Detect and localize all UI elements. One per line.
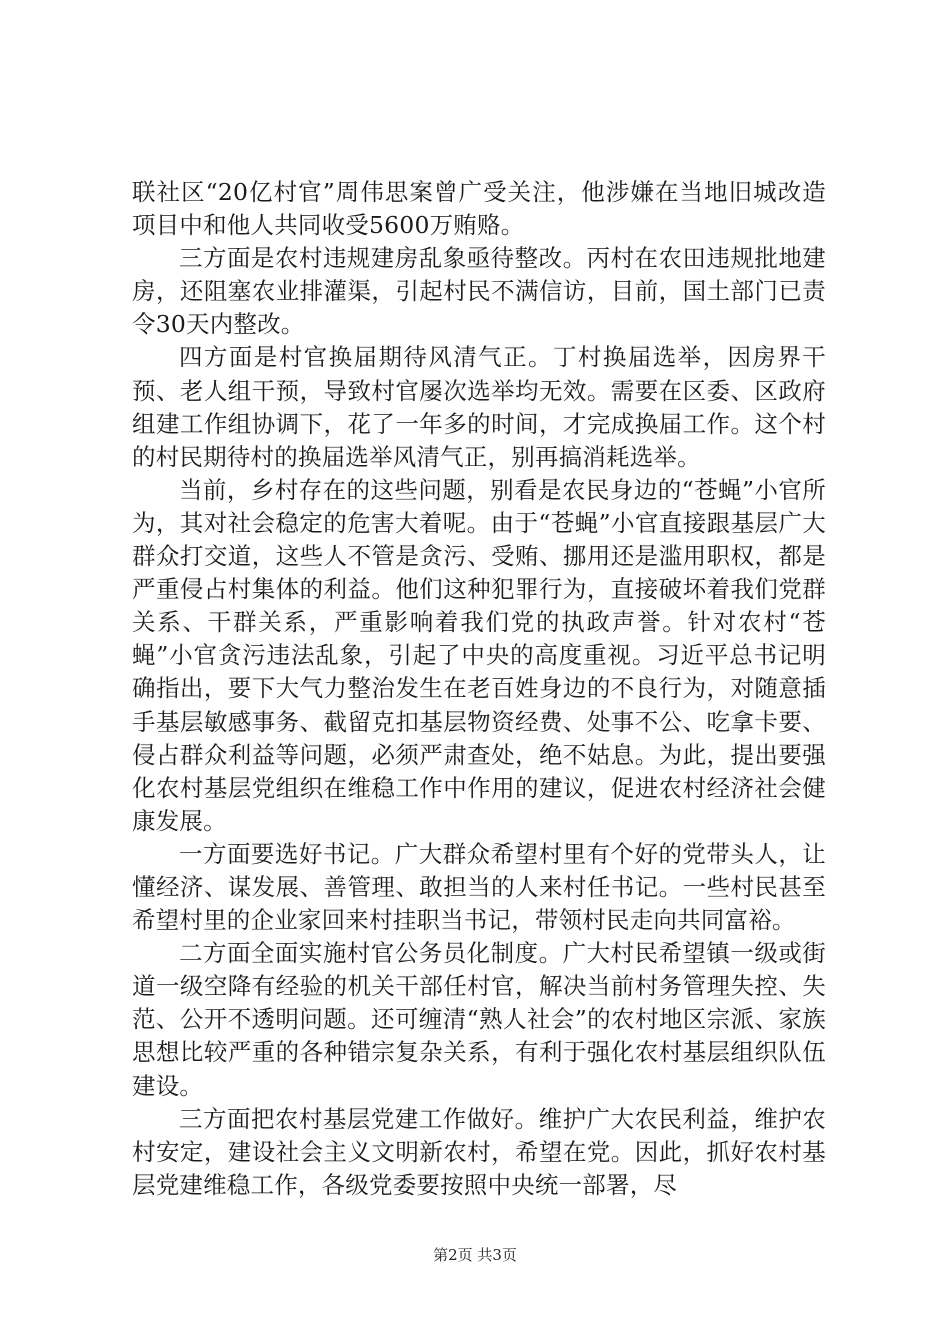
- page-footer: 第2页 共3页: [433, 1246, 517, 1264]
- paragraph: 三方面把农村基层党建工作做好。维护广大农民利益，维护农村安定，建设社会主义文明新农村，希望在党。因此，抓好农村基层党建维稳工作，各级党委要按照中央统一部署，尽: [132, 1104, 826, 1199]
- paragraph-continued: 联社区“20亿村官”周伟思案曾广受关注，他涉嫌在当地旧城改造项目中和他人共同收受5600万贿赂。: [132, 178, 826, 240]
- paragraph: 一方面要选好书记。广大群众希望村里有个好的党带头人，让懂经济、谋发展、善管理、敢担当的人来村任书记。一些村民甚至希望村里的企业家回来村挂职当书记，带领村民走向共同富裕。: [132, 839, 826, 935]
- paragraph: 四方面是村官换届期待风清气正。丁村换届选举，因房界干预、老人组干预，导致村官屡次选举均无效。需要在区委、区政府组建工作组协调下，花了一年多的时间，才完成换届工作。这个村的村民期待村的换届选举风清气正，别再搞消耗选举。: [132, 343, 826, 471]
- paragraph: 当前，乡村存在的这些问题，别看是农民身边的“苍蝇”小官所为，其对社会稳定的危害大着呢。由于“苍蝇”小官直接跟基层广大群众打交道，这些人不管是贪污、受贿、挪用还是滥用职权，都是严重侵占村集体的利益。他们这种犯罪行为，直接破坏着我们党群关系、干群关系，严重影响着我们党的执政声誉。针对农村“苍蝇”小官贪污违法乱象，引起了中央的高度重视。习近平总书记明确指出，要下大气力整治发生在老百姓身边的不良行为，对随意插手基层敏感事务、截留克扣基层物资经费、处事不公、吃拿卡要、侵占群众利益等问题，必须严肃查处，绝不姑息。为此，提出要强化农村基层党组织在维稳工作中作用的建议，促进农村经济社会健康发展。: [132, 475, 826, 835]
- paragraph: 三方面是农村违规建房乱象亟待整改。丙村在农田违规批地建房，还阻塞农业排灌渠，引起村民不满信访，目前，国土部门已责令30天内整改。: [132, 244, 826, 339]
- document-body: [132, 176, 826, 1202]
- paragraph: 二方面全面实施村官公务员化制度。广大村民希望镇一级或街道一级空降有经验的机关干部任村官，解决当前村务管理失控、失范、公开不透明问题。还可缠清“熟人社会”的农村地区宗派、家族思想比较严重的各种错宗复杂关系，有利于强化农村基层组织队伍建设。: [132, 939, 826, 1100]
